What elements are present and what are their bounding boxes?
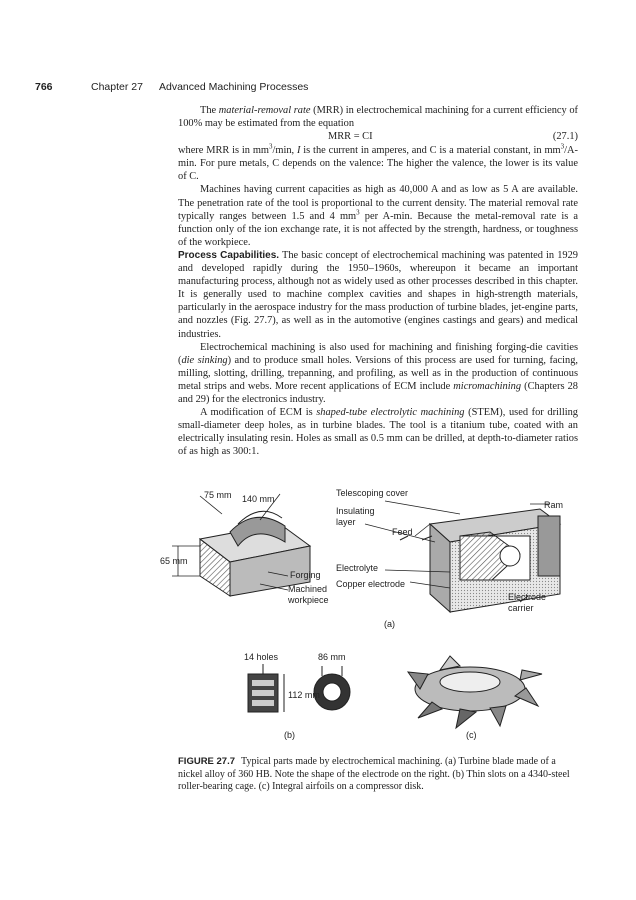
equation-27-1 [178, 130, 578, 144]
label-14-holes: 14 holes [244, 652, 279, 662]
dim-65mm: 65 mm [160, 556, 188, 566]
paragraph-where: where MRR is in $mm^3/\min$, I is the current in amperes, and C is a material constant, in $mm^3/A-\min$. For pure metals, C depends on the valence: The higher the valence, the lower is its value of C. [178, 142, 578, 183]
paragraph-stem: A modification of ECM is shaped-tube electrolytic machining (STEM), used for drilling small-diameter deep holes, as in turbine blades. The tool is a titanium tube, coated with an electrically insulating resin. Holes as small as 0.5 mm can be drilled, at depth-to-diameter ratios of as high as 300:1. [178, 407, 578, 458]
paragraph-capabilities: Process Capabilities. The basic concept of electrochemical machining was patented in 1929 and developed rapidly during the 1950–1960s, whereupon it became an important manufacturing process, although not as widely used as other processes described in this chapter. It is generally used to machine complex cavities and shapes in high-strength materials, particularly in the aerospace industry for the mass production of turbine blades, jet-engine parts, and nozzles (Fig. 27.7), as well as in the automotive (engines castings and gears) and medical industries. [178, 249, 578, 340]
paragraph-mrr: The material-removal rate (MRR) in electrochemical machining for a current efficiency of 100% may be estimated from the equation [178, 105, 578, 130]
dim-112mm: 112 mm [288, 690, 320, 700]
body-text [178, 104, 578, 458]
dim-140mm: 140 mm [242, 494, 275, 504]
label-electrolyte: Electrolyte [336, 563, 379, 573]
label-b: (b) [284, 730, 295, 740]
figure-drawing [160, 484, 580, 744]
compressor-disk [408, 656, 542, 728]
label-machined: Machined [288, 584, 328, 594]
paragraph-die-sinking: Electrochemical machining is also used for machining and finishing forging-die cavities (die sinking) and to produce small holes. Versions of this process are used for turning, facing, milling, slotting, drilling, trepanning, and profiling, as well as in the production of continuous metal strips and webs. More recent applications of ECM include micromachining (Chapters 28 and 29) for the electronics industry. [178, 341, 578, 405]
label-insulating: Insulating [336, 506, 375, 516]
label-a: (a) [384, 619, 395, 629]
figure-27-7 [160, 484, 580, 744]
page-number: 766 [35, 81, 53, 93]
dim-75mm: 75 mm [204, 490, 232, 500]
chapter-title: Advanced Machining Processes [159, 81, 309, 93]
dim-86mm: 86 mm [318, 652, 346, 662]
label-forging: Forging [290, 570, 321, 580]
chapter-label: Chapter 27 [91, 81, 143, 93]
label-copper-electrode: Copper electrode [336, 579, 406, 589]
equation-expression: MRR = CI [328, 131, 373, 143]
equation-number: (27.1) [552, 131, 578, 143]
label-workpiece: workpiece [288, 595, 329, 605]
label-electrode: Electrode [508, 592, 547, 602]
label-feed: Feed [392, 527, 413, 537]
figure-number: FIGURE 27.7 [178, 756, 236, 767]
figure-caption [178, 756, 578, 794]
label-carrier: carrier [508, 603, 534, 613]
bearing-cage [248, 664, 284, 712]
label-ram: Ram [544, 500, 564, 510]
caption-text: Typical parts made by electrochemical machining. (a) Turbine blade made of a nickel alloy of 360 HB. Note the shape of the electrode on the right. (b) Thin slots on a 4340-steel roller-bearing cage. (c) Integral airfoils on a compressor disk. [178, 756, 570, 792]
label-telescoping-cover: Telescoping cover [336, 488, 409, 498]
label-layer: layer [336, 517, 356, 527]
label-c: (c) [466, 730, 477, 740]
ring-part [314, 666, 350, 710]
run-in-heading: Process Capabilities. [178, 249, 280, 261]
paragraph-machines: Machines having current capacities as high as 40,000 A and as low as 5 A are available. The penetration rate of the tool is proportional to the current density. The material removal rate typically ranges between 1.5 and 4 $mm^3$ per A-min. Because the metal-removal rate is a function only of the ion exchange rate, it is not affected by the strength, hardness, or toughness of the workpiece. [178, 184, 578, 248]
